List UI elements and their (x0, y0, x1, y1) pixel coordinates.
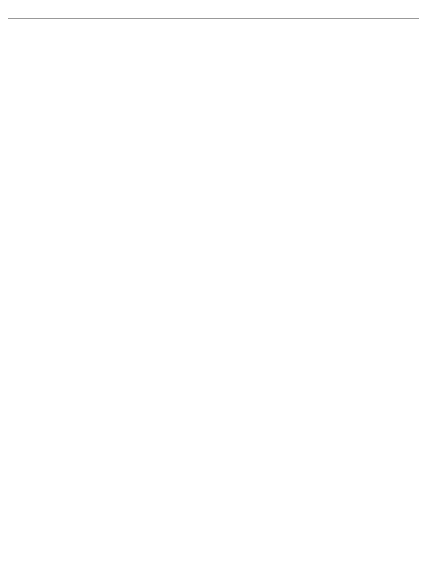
running-header (8, 6, 419, 19)
figure-4-forest-plot (12, 378, 417, 526)
right-column (219, 26, 415, 27)
left-column-bottom (12, 150, 208, 151)
figure-3 (12, 170, 417, 292)
left-column (12, 26, 208, 27)
